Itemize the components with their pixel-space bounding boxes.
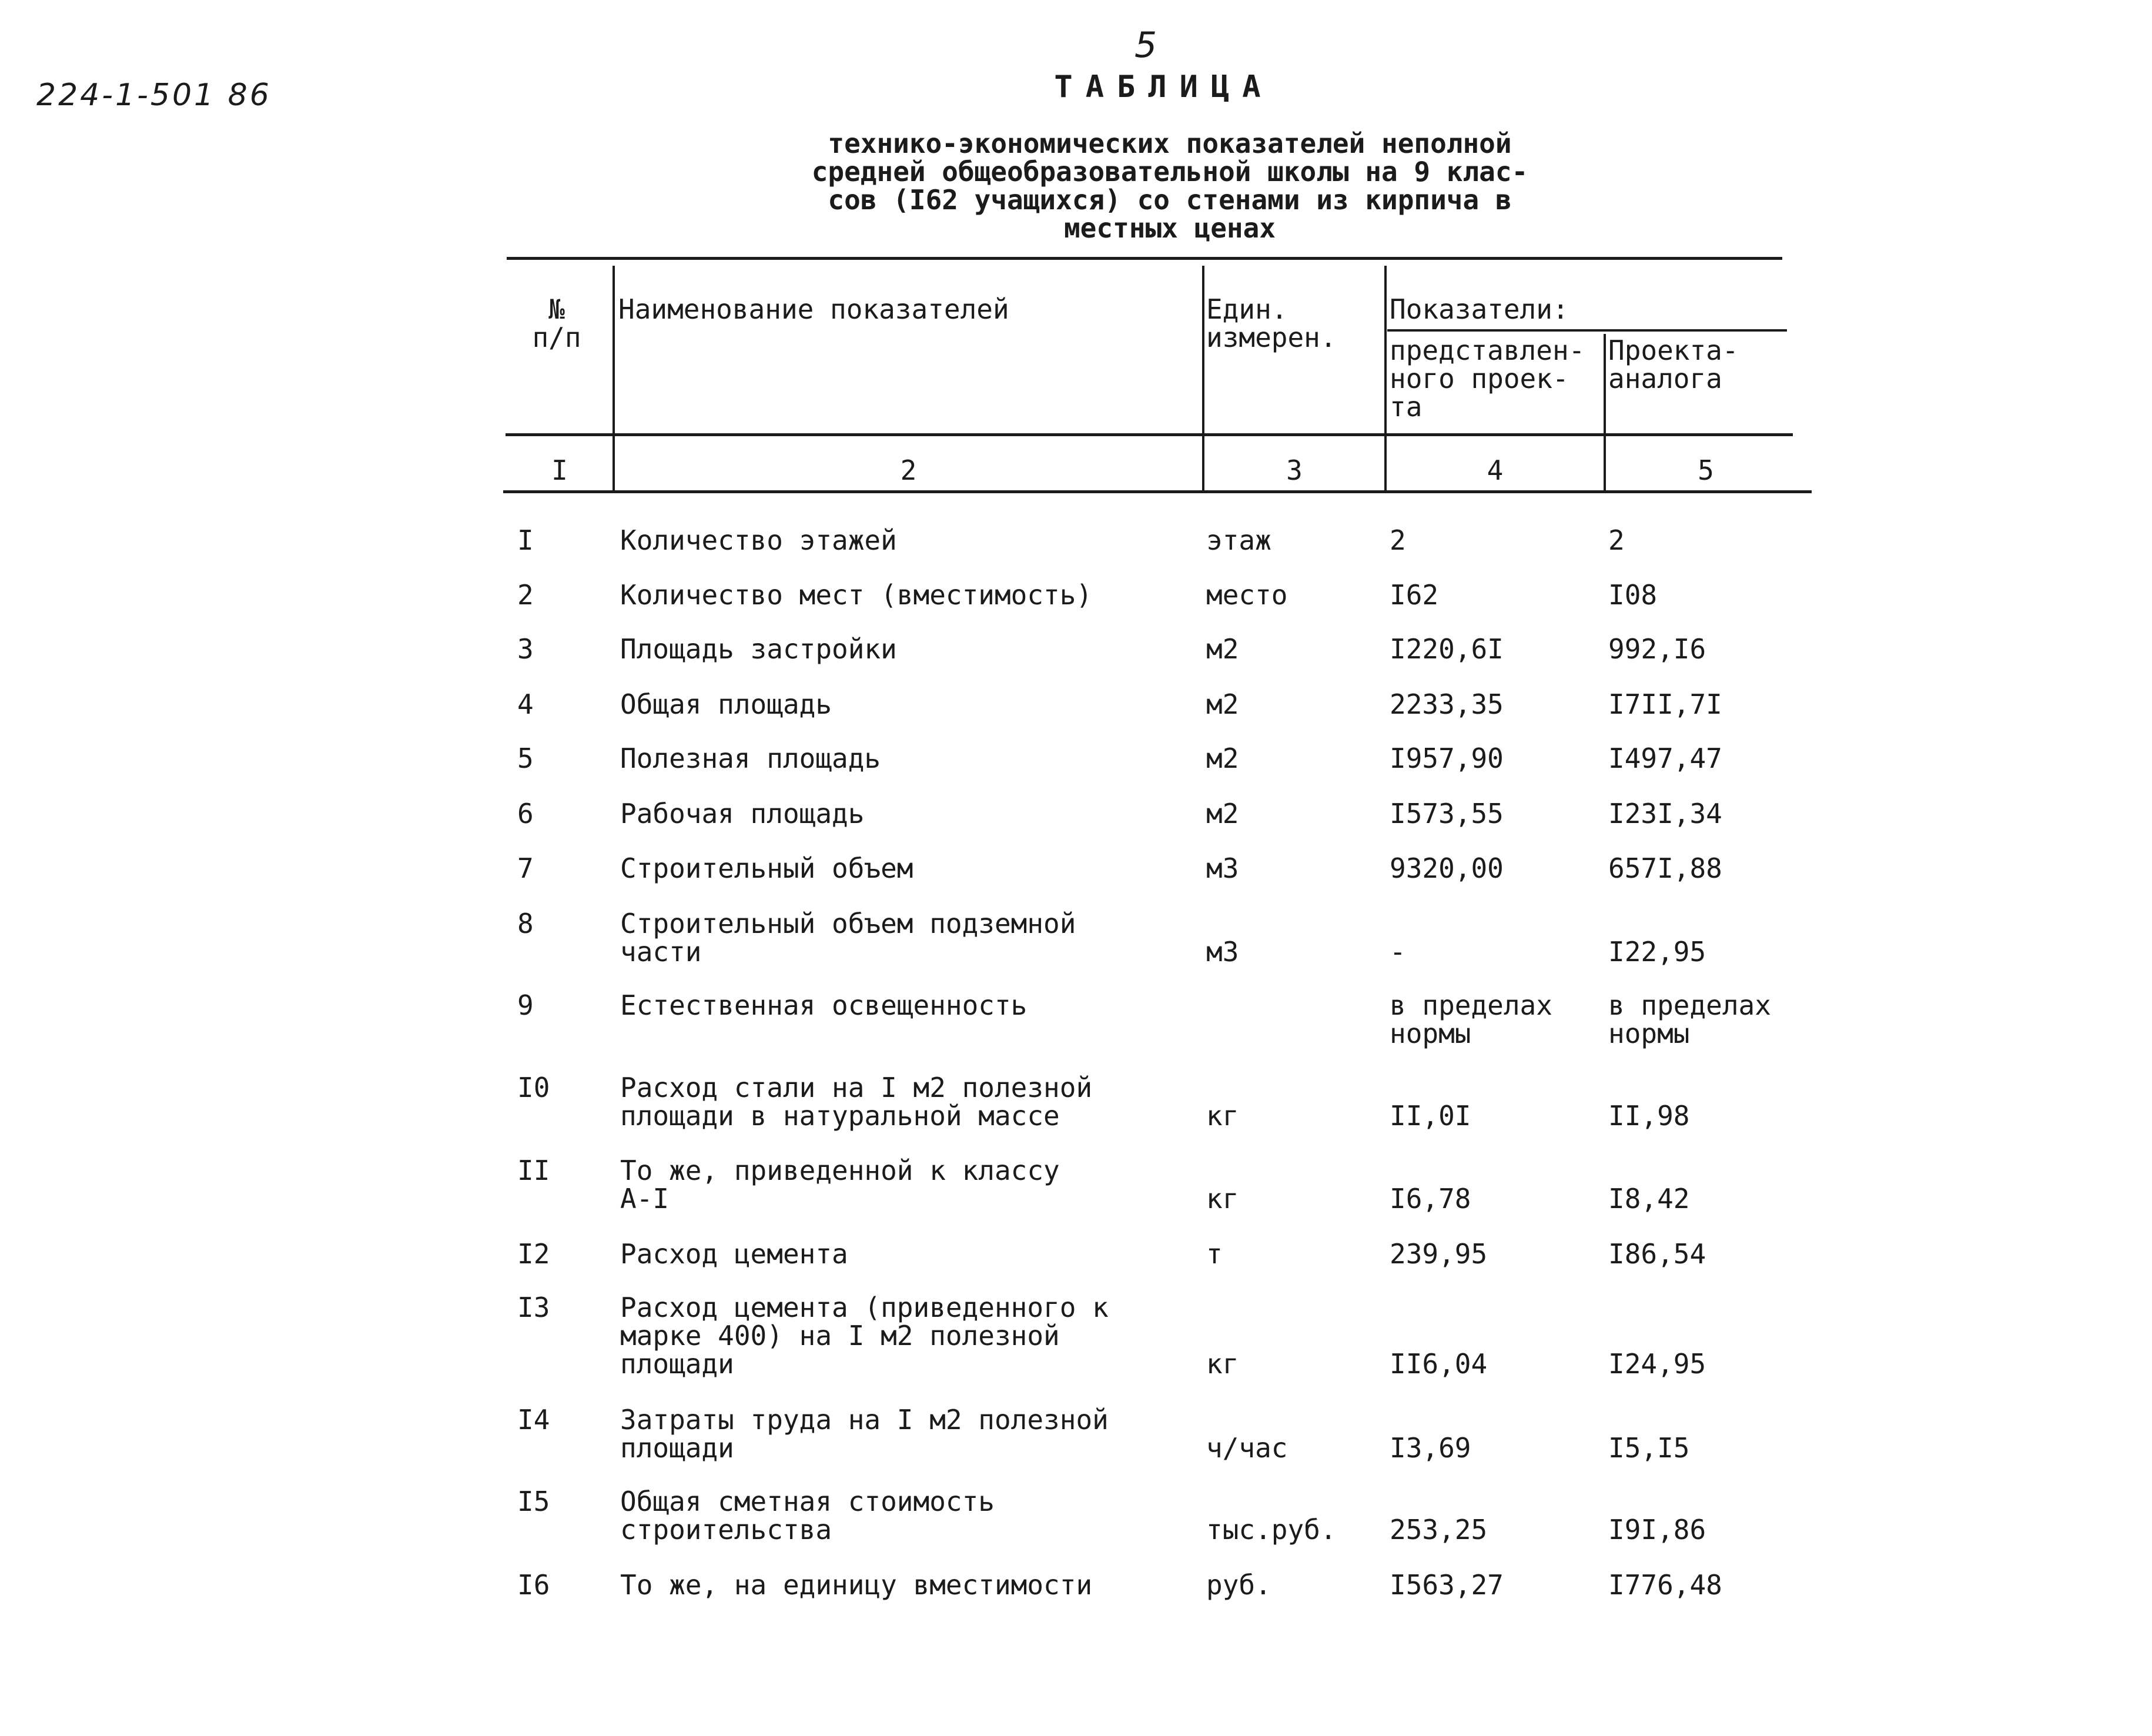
presented-value-line: 253,25 — [1390, 1514, 1488, 1546]
analog-value-line: 2 — [1608, 524, 1625, 556]
unit-of-measure: м3 — [1206, 936, 1239, 968]
analog-value-line: I24,95 — [1608, 1348, 1706, 1380]
unit-of-measure: кг — [1206, 1100, 1239, 1132]
presented-value-line: в пределах — [1390, 989, 1552, 1021]
indicator-name-line: Площадь застройки — [620, 633, 897, 665]
presented-value — [1390, 800, 1504, 828]
column-numbers-rule — [503, 490, 1812, 493]
indicator-name — [620, 635, 897, 663]
analog-value — [1608, 744, 1722, 772]
row-number: I2 — [517, 1238, 550, 1270]
presented-value-line: I957,90 — [1390, 742, 1504, 774]
analog-value-line: в пределах — [1608, 989, 1771, 1021]
presented-value — [1390, 1185, 1471, 1213]
header-presented — [1390, 336, 1585, 421]
indicator-name — [620, 1293, 1109, 1378]
indicator-name-line: строительства — [620, 1514, 832, 1546]
header-bottom-rule — [506, 433, 1793, 436]
analog-value — [1608, 800, 1722, 828]
presented-value — [1390, 1102, 1471, 1130]
unit-of-measure: место — [1206, 579, 1288, 611]
analog-value-line: I497,47 — [1608, 742, 1722, 774]
row-number: I4 — [517, 1404, 550, 1436]
row-number: I6 — [517, 1569, 550, 1601]
analog-value-line: нормы — [1608, 1018, 1690, 1049]
analog-value-line: I9I,86 — [1608, 1514, 1706, 1546]
header-analog-line: аналога — [1608, 363, 1722, 394]
presented-value-line: I573,55 — [1390, 798, 1504, 829]
table-subtitle — [764, 129, 1575, 242]
indicator-name-line: площади — [620, 1432, 734, 1464]
analog-value-line: 992,I6 — [1608, 633, 1706, 665]
indicator-name — [620, 800, 864, 828]
indicator-name-line: То же, на единицу вместимости — [620, 1569, 1093, 1601]
indicator-name — [620, 1487, 995, 1544]
analog-value — [1608, 1102, 1689, 1130]
indicator-name-line: Строительный объем — [620, 852, 913, 884]
unit-of-measure: м2 — [1206, 798, 1239, 829]
unit-of-measure: тыс.руб. — [1206, 1514, 1337, 1546]
presented-value — [1390, 690, 1504, 718]
row-number: 2 — [517, 579, 534, 611]
column-number: 5 — [1698, 454, 1714, 486]
unit-of-measure: этаж — [1206, 524, 1271, 556]
analog-value — [1608, 991, 1771, 1048]
unit-of-measure: м3 — [1206, 852, 1239, 884]
indicator-name-line: Затраты труда на I м2 полезной — [620, 1404, 1109, 1436]
analog-value — [1608, 526, 1625, 554]
header-unit-line: Един. — [1206, 293, 1288, 325]
indicators-rule — [1387, 329, 1787, 332]
analog-value-line: I776,48 — [1608, 1569, 1722, 1601]
subtitle-line: местных ценах — [1063, 212, 1276, 244]
presented-value-line: I220,6I — [1390, 633, 1504, 665]
presented-value-line: 2 — [1390, 524, 1406, 556]
analog-value-line: I8,42 — [1608, 1183, 1690, 1215]
presented-value-line: - — [1390, 936, 1406, 968]
header-unit — [1206, 295, 1337, 352]
indicator-name — [620, 909, 1076, 966]
presented-value-line: I3,69 — [1390, 1432, 1471, 1464]
header-number-line: п/п — [532, 322, 581, 353]
indicator-name — [620, 1073, 1092, 1130]
presented-value-line: II6,04 — [1390, 1348, 1488, 1380]
page-number: 5 — [1134, 25, 1157, 66]
presented-value — [1390, 1240, 1487, 1268]
unit-of-measure: м2 — [1206, 688, 1239, 720]
row-number: I0 — [517, 1072, 550, 1103]
presented-value-line: I563,27 — [1390, 1569, 1504, 1601]
analog-value-line: I86,54 — [1608, 1238, 1706, 1270]
presented-value — [1390, 744, 1504, 772]
unit-of-measure: м2 — [1206, 633, 1239, 665]
indicator-name — [620, 991, 1027, 1019]
header-presented-line: та — [1390, 391, 1423, 423]
presented-value — [1390, 991, 1552, 1048]
analog-value — [1608, 581, 1657, 609]
presented-value-line: II,0I — [1390, 1100, 1471, 1132]
indicator-name-line: площади — [620, 1348, 734, 1380]
row-number: I — [517, 524, 534, 556]
indicator-name-line: Естественная освещенность — [620, 989, 1028, 1021]
analog-value-line: I5,I5 — [1608, 1432, 1690, 1464]
subtitle-line: сов (I62 учащихся) со стенами из кирпича в — [828, 184, 1512, 216]
row-number: 5 — [517, 742, 534, 774]
analog-value-line: II,98 — [1608, 1100, 1690, 1132]
row-number: 6 — [517, 798, 534, 829]
column-number: I — [551, 454, 568, 486]
presented-value — [1390, 1434, 1471, 1462]
analog-value — [1608, 1434, 1689, 1462]
unit-of-measure: руб. — [1206, 1569, 1271, 1601]
indicator-name-line: Строительный объем подземной — [620, 908, 1076, 939]
header-unit-line: измерен. — [1206, 322, 1337, 353]
row-number: 8 — [517, 908, 534, 939]
analog-value — [1608, 1240, 1706, 1268]
indicator-name-line: Рабочая площадь — [620, 798, 865, 829]
analog-value — [1608, 1516, 1706, 1544]
presented-value-line: 239,95 — [1390, 1238, 1488, 1270]
indicator-name — [620, 1240, 848, 1268]
indicator-name-line: А-I — [620, 1183, 670, 1215]
presented-value — [1390, 581, 1438, 609]
table-top-rule — [507, 257, 1782, 260]
header-name: Наименование показателей — [618, 293, 1009, 325]
indicator-name-line: Расход стали на I м2 полезной — [620, 1072, 1093, 1103]
presented-value — [1390, 526, 1406, 554]
indicator-name-line: Количество мест (вместимость) — [620, 579, 1093, 611]
unit-of-measure: кг — [1206, 1348, 1239, 1380]
unit-of-measure: м2 — [1206, 742, 1239, 774]
indicator-name — [620, 1571, 1092, 1599]
analog-value — [1608, 1185, 1689, 1213]
analog-value-line: I22,95 — [1608, 936, 1706, 968]
column-number: 2 — [900, 454, 917, 486]
presented-value — [1390, 1350, 1487, 1378]
header-presented-line: представлен- — [1390, 335, 1585, 366]
presented-value — [1390, 635, 1504, 663]
indicator-name — [620, 690, 832, 718]
indicator-name-line: Расход цемента — [620, 1238, 848, 1270]
table-title: ТАБЛИЦА — [1054, 69, 1274, 105]
document-code: 224-1-501 86 — [36, 78, 272, 113]
subtitle-line: технико-экономических показателей неполной — [828, 128, 1512, 159]
analog-value — [1608, 635, 1706, 663]
analog-value-line: 657I,88 — [1608, 852, 1722, 884]
analog-value-line: I08 — [1608, 579, 1658, 611]
presented-value — [1390, 1571, 1504, 1599]
indicator-name-line: Количество этажей — [620, 524, 897, 556]
unit-of-measure: кг — [1206, 1183, 1239, 1215]
indicator-name-line: Общая сметная стоимость — [620, 1486, 995, 1517]
analog-value — [1608, 1571, 1722, 1599]
indicator-name-line: Полезная площадь — [620, 742, 881, 774]
column-number: 4 — [1487, 454, 1504, 486]
row-number: 9 — [517, 989, 534, 1021]
indicator-name — [620, 526, 897, 554]
indicator-name-line: Расход цемента (приведенного к — [620, 1292, 1109, 1323]
presented-value-line: I6,78 — [1390, 1183, 1471, 1215]
indicator-name-line: То же, приведенной к классу — [620, 1155, 1060, 1186]
header-presented-line: ного проек- — [1390, 363, 1569, 394]
header-number-line: № — [548, 293, 565, 325]
indicator-name — [620, 1156, 1060, 1213]
unit-of-measure: т — [1206, 1238, 1223, 1270]
indicator-name-line: марке 400) на I м2 полезной — [620, 1320, 1060, 1352]
header-number — [507, 295, 607, 352]
presented-value-line: 2233,35 — [1390, 688, 1504, 720]
analog-value — [1608, 854, 1722, 882]
row-number: 7 — [517, 852, 534, 884]
row-number: I3 — [517, 1292, 550, 1323]
presented-value — [1390, 854, 1504, 882]
presented-value-line: 9320,00 — [1390, 852, 1504, 884]
indicator-name-line: площади в натуральной массе — [620, 1100, 1060, 1132]
presented-value-line: I62 — [1390, 579, 1439, 611]
subtitle-line: средней общеобразовательной школы на 9 клас- — [811, 156, 1528, 188]
presented-value-line: нормы — [1390, 1018, 1471, 1049]
analog-value — [1608, 690, 1722, 718]
presented-value — [1390, 938, 1406, 966]
header-indicators: Показатели: — [1390, 293, 1569, 325]
column-number: 3 — [1286, 454, 1303, 486]
header-analog-line: Проекта- — [1608, 335, 1739, 366]
analog-value — [1608, 1350, 1706, 1378]
indicator-name — [620, 744, 881, 772]
analog-value-line: I7II,7I — [1608, 688, 1722, 720]
row-number: 4 — [517, 688, 534, 720]
header-analog — [1608, 336, 1739, 393]
indicator-name — [620, 1406, 1109, 1462]
indicator-name — [620, 581, 1092, 609]
indicator-name-line: части — [620, 936, 702, 968]
row-number: I5 — [517, 1486, 550, 1517]
indicator-name — [620, 854, 913, 882]
indicator-name-line: Общая площадь — [620, 688, 832, 720]
analog-value — [1608, 938, 1706, 966]
row-number: II — [517, 1155, 550, 1186]
row-number: 3 — [517, 633, 534, 665]
unit-of-measure: ч/час — [1206, 1432, 1288, 1464]
analog-value-line: I23I,34 — [1608, 798, 1722, 829]
presented-value — [1390, 1516, 1487, 1544]
